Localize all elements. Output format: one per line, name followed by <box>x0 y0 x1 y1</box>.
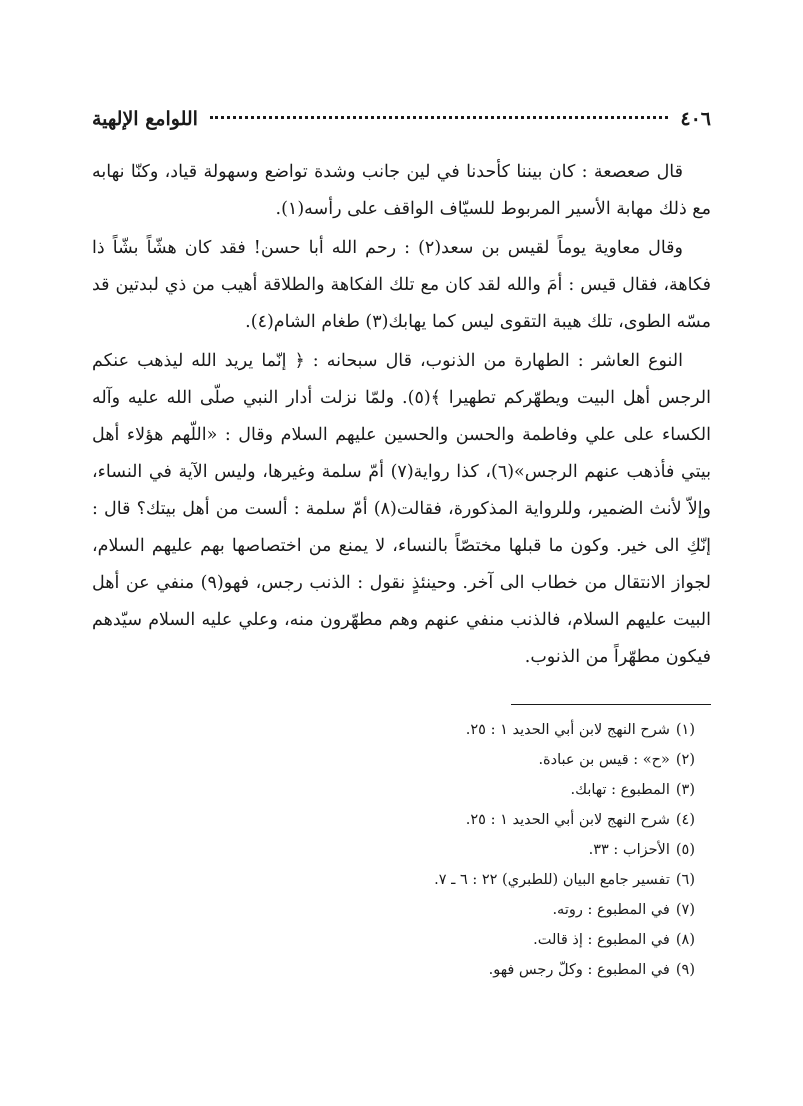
footnote-2: (٢)«ح» : قيس بن عبادة. <box>538 752 695 768</box>
footnote-5: (٥)الأحزاب : ٣٣. <box>588 842 695 858</box>
main-text <box>92 154 711 676</box>
footnote-1: (١)شرح النهج لابن أبي الحديد ١ : ٢٥. <box>465 722 695 738</box>
running-title: اللوامع الإلهية <box>92 108 198 130</box>
footnote-7: (٧)في المطبوع : روته. <box>552 902 695 918</box>
book-page <box>92 108 711 985</box>
footnote-8: (٨)في المطبوع : إذ قالت. <box>533 932 695 948</box>
running-header <box>92 108 711 140</box>
footnote-separator <box>511 704 711 705</box>
page-number: ٤٠٦ <box>680 108 711 130</box>
paragraph-3: النوع العاشر : الطهارة من الذنوب، قال سبحانه : ﴿ إنّما يريد الله ليذهب عنكم الرجس أهل البيت ويطهّركم تطهيرا ﴾(٥). ولمّا نزلت أدار النبي صلّى الله عليه وآله الكساء على علي وفاطمة والحسن والحسين عليهم السلام وقال : «اللّهم هؤلاء أهل بيتي فأذهب عنهم الرجس»(٦)، كذا رواية(٧) أمّ سلمة وغيرها، وليس الآية في النساء، وإلاّ لأنث الضمير، وللرواية المذكورة، فقالت(٨) أمّ سلمة : ألست من أهل بيتك؟ قال : إنّكِ الى خير. وكون ما قبلها مختصّاً بالنساء، لا يمنع من اختصاصها بهم عليهم السلام، لجواز الانتقال من خطاب الى آخر. وحينئذٍ نقول : الذنب رجس، فهو(٩) منفي عن أهل البيت عليهم السلام، فالذنب منفي عنهم وهم مطهّرون منه، وعلي عليه السلام سيّدهم فيكون مطهّراً من الذنوب. <box>92 351 712 667</box>
footnote-6: (٦)تفسير جامع البيان (للطبري) ٢٢ : ٦ ـ ٧. <box>434 872 695 888</box>
header-leader-dots <box>210 116 668 119</box>
paragraph-1: قال صعصعة : كان بيننا كأحدنا في لين جانب وشدة تواضع وسهولة قياد، وكنّا نهابه مع ذلك مهابة الأسير المربوط للسيّاف الواقف على رأسه(١). <box>92 162 711 219</box>
footnote-9: (٩)في المطبوع : وكلّ رجس فهو. <box>488 962 695 978</box>
paragraph-2: وقال معاوية يوماً لقيس بن سعد(٢) : رحم الله أبا حسن! فقد كان هشّاً بشّاً ذا فكاهة، فقال قيس : أمَ والله لقد كان مع تلك الفكاهة والطلاقة أهيب من ذي لبدتين قد مسّه الطوى، تلك هيبة التقوى ليس كما يهابك(٣) طغام الشام(٤). <box>92 238 711 332</box>
footnote-4: (٤)شرح النهج لابن أبي الحديد ١ : ٢٥. <box>465 812 695 828</box>
footnotes <box>92 715 695 985</box>
footnote-3: (٣)المطبوع : تهابك. <box>570 782 695 798</box>
